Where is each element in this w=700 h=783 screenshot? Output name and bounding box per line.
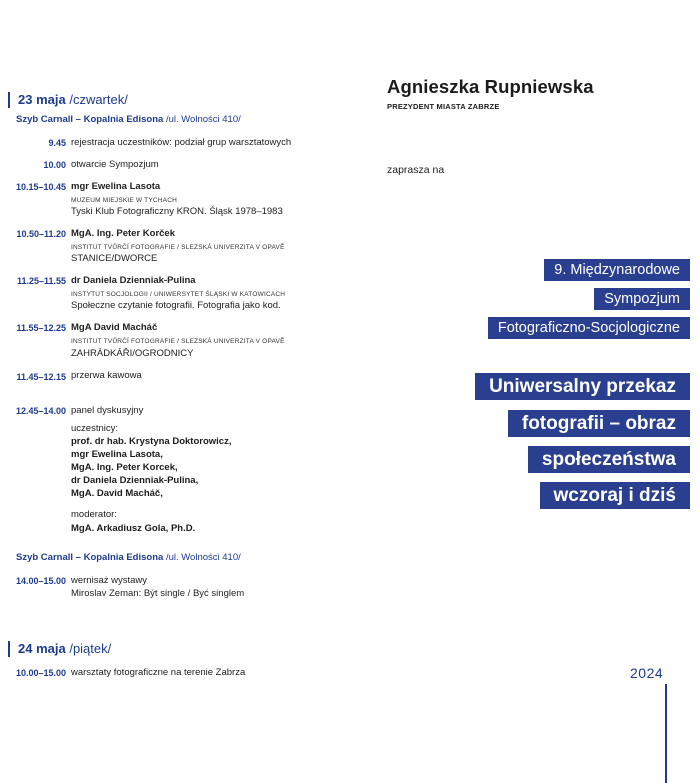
theme-line: Uniwersalny przekaz xyxy=(475,373,690,400)
event-text: otwarcie Sympozjum xyxy=(71,159,159,170)
venue-name: Szyb Carnall – Kopalnia Edisona xyxy=(16,552,164,563)
event-text: warsztaty fotograficzne na terenie Zabrza xyxy=(71,667,246,678)
event-title-line: Sympozjum xyxy=(594,288,690,310)
talk-title: ZAHRÁDKÁŘI/OGRODNICY xyxy=(71,348,194,359)
event-time: 10.00–15.00 xyxy=(15,668,66,678)
event-time: 9.45 xyxy=(48,138,66,148)
venue-name: Szyb Carnall – Kopalnia Edisona xyxy=(16,114,164,125)
event-time: 11.55–12.25 xyxy=(16,323,66,333)
day-header-2 xyxy=(8,641,111,657)
day-header-1 xyxy=(8,92,128,108)
event-time: 10.15–10.45 xyxy=(15,182,66,192)
event-time: 12.45–14.00 xyxy=(15,406,66,416)
talk-title: Społeczne czytanie fotografii. Fotografia jako kod. xyxy=(71,300,281,311)
speaker-name: dr Daniela Dzienniak-Pulina xyxy=(71,275,196,286)
invites-text: zaprasza na xyxy=(387,164,445,176)
vertical-rule xyxy=(665,684,667,783)
year: 2024 xyxy=(630,665,664,681)
day-weekday: /czwartek/ xyxy=(69,92,128,107)
talk-title: Tyski Klub Fotograficzny KRON. Śląsk 1978–1983 xyxy=(71,206,283,217)
venue-2 xyxy=(16,552,241,563)
event-time: 10.00 xyxy=(43,160,66,170)
host-name: Agnieszka Rupniewska xyxy=(387,76,594,97)
participant: MgA. David Macháč, xyxy=(71,488,163,499)
panel-participants xyxy=(71,422,231,500)
speaker-name: MgA. Ing. Peter Korček xyxy=(71,228,175,239)
speaker-institution: INSTITUT TVŮRČÍ FOTOGRAFIE / SLEZSKÁ UNIVERZITA V OPAVĚ xyxy=(71,338,285,345)
speaker-institution: MUZEUM MIEJSKIE W TYCHACH xyxy=(71,197,177,204)
participant: mgr Ewelina Lasota, xyxy=(71,449,163,460)
theme-line: społeczeństwa xyxy=(528,446,690,473)
day-date: 24 maja xyxy=(18,641,66,656)
day-date: 23 maja xyxy=(18,92,66,107)
participants-label: uczestnicy: xyxy=(71,423,118,434)
speaker-name: MgA David Macháč xyxy=(71,322,158,333)
event-text: panel dyskusyjny xyxy=(71,405,144,416)
event-time: 14.00–15.00 xyxy=(15,576,66,586)
exhibition-title: Miroslav Zeman: Být single / Być singlem xyxy=(71,588,245,599)
speaker-institution: INSTITUT TVŮRČÍ FOTOGRAFIE / SLEZSKÁ UNIVERZITA V OPAVĚ xyxy=(71,244,285,251)
participant: dr Daniela Dzienniak-Pulina, xyxy=(71,475,199,486)
participant: prof. dr hab. Krystyna Doktorowicz, xyxy=(71,436,232,447)
moderator-label: moderator: xyxy=(71,509,117,520)
talk-title: STANICE/DWORCE xyxy=(71,253,158,264)
venue-1 xyxy=(16,114,241,125)
theme-line: wczoraj i dziś xyxy=(540,482,690,509)
event-title-line: 9. Międzynarodowe xyxy=(544,259,690,281)
panel-moderator xyxy=(71,508,195,535)
event-text: rejestracja uczestników: podział grup warsztatowych xyxy=(71,137,292,148)
moderator-name: MgA. Arkadiusz Gola, Ph.D. xyxy=(71,523,196,534)
event-title-line: Fotograficzno-Socjologiczne xyxy=(488,317,690,339)
venue-address: /ul. Wolności 410/ xyxy=(165,552,241,563)
theme-line: fotografii – obraz xyxy=(508,410,690,437)
participant: MgA. Ing. Peter Korcek, xyxy=(71,462,178,473)
event-time: 10.50–11.20 xyxy=(16,229,66,239)
day-weekday: /piątek/ xyxy=(69,641,112,656)
speaker-name: mgr Ewelina Lasota xyxy=(71,181,161,192)
event-time: 11.25–11.55 xyxy=(16,276,66,286)
event-text: wernisaż wystawy xyxy=(71,575,148,586)
venue-address: /ul. Wolności 410/ xyxy=(165,114,241,125)
event-time: 11.45–12.15 xyxy=(16,372,66,382)
host-role: PREZYDENT MIASTA ZABRZE xyxy=(387,102,500,111)
speaker-institution: INSTYTUT SOCJOLOGII / UNIWERSYTET ŚLĄSKI W KATOWICACH xyxy=(71,291,286,298)
event-text: przerwa kawowa xyxy=(71,370,142,381)
